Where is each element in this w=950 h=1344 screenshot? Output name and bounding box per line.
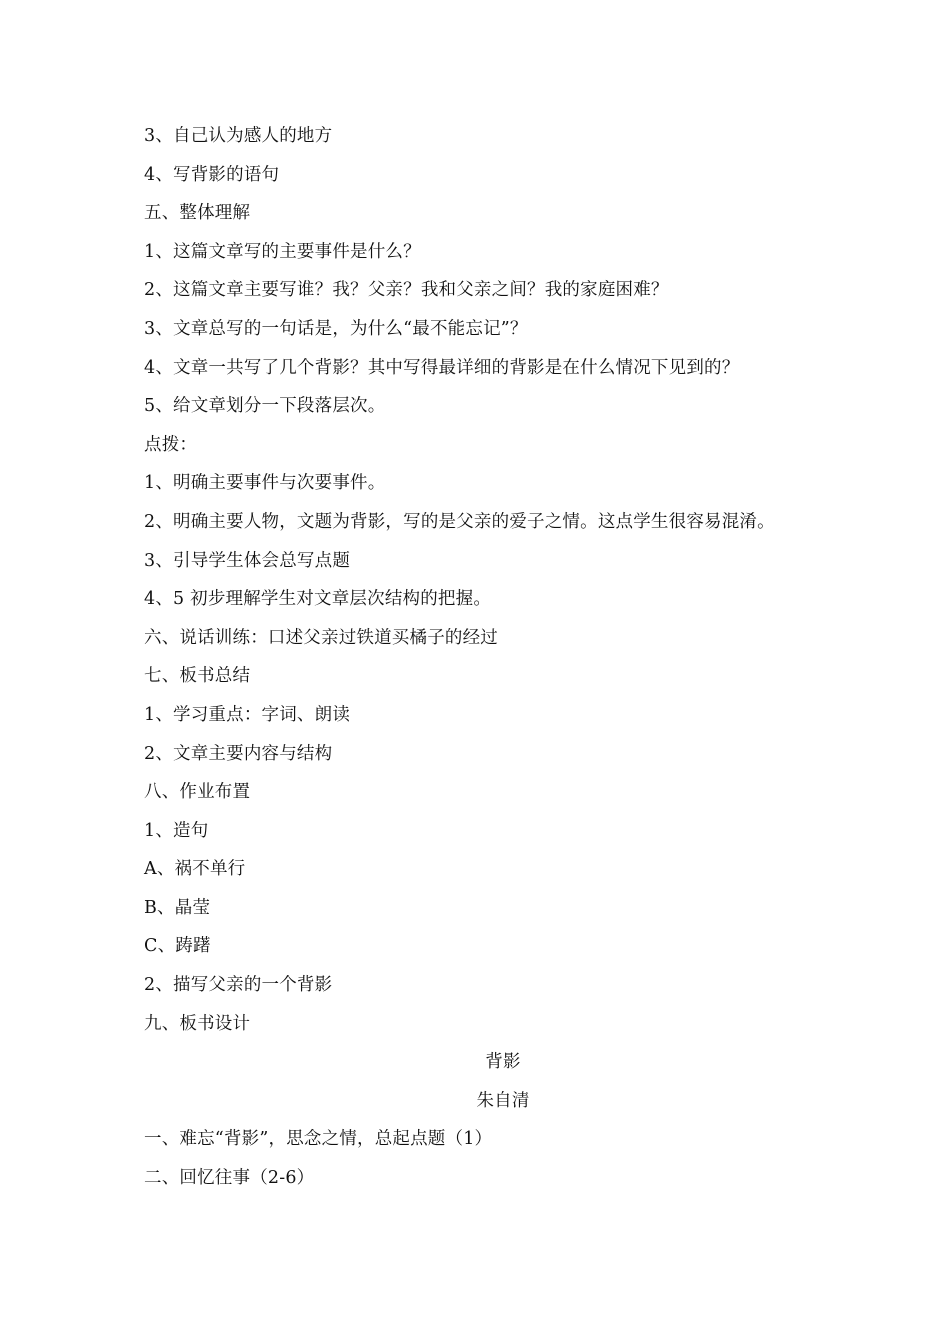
text-line: 一、难忘“背影”，思念之情，总起点题（1） bbox=[144, 1129, 493, 1150]
text-line: 2、文章主要内容与结构 bbox=[144, 743, 333, 764]
text-line: 3、自己认为感人的地方 bbox=[144, 126, 333, 146]
board-author: 朱自清 bbox=[476, 1090, 530, 1111]
text-line: 二、回忆往事（2-6） bbox=[144, 1168, 315, 1189]
text-line: 5、给文章划分一下段落层次。 bbox=[144, 396, 386, 417]
section-heading: 九、板书设计 bbox=[144, 1013, 251, 1034]
text-line: 1、这篇文章写的主要事件是什么？ bbox=[144, 241, 421, 262]
board-title: 背影 bbox=[485, 1052, 521, 1073]
text-line: 2、明确主要人物，文题为背影，写的是父亲的爱子之情。这点学生很容易混淆。 bbox=[144, 511, 775, 532]
section-heading: 五、整体理解 bbox=[144, 203, 251, 224]
text-line: 3、文章总写的一句话是，为什么“最不能忘记”？ bbox=[144, 318, 528, 339]
list-item: C、踌躇 bbox=[144, 936, 211, 957]
list-item: A、祸不单行 bbox=[144, 859, 246, 880]
document-body bbox=[144, 121, 844, 1202]
text-line: 4、文章一共写了几个背影？其中写得最详细的背影是在什么情况下见到的？ bbox=[144, 357, 740, 378]
section-heading: 六、说话训练：口述父亲过铁道买橘子的经过 bbox=[144, 627, 498, 648]
subheading: 点拨： bbox=[144, 434, 198, 455]
text-line: 2、这篇文章主要写谁？我？父亲？我和父亲之间？我的家庭困难？ bbox=[144, 280, 669, 301]
text-line: 1、造句 bbox=[144, 820, 209, 841]
text-line: 1、明确主要事件与次要事件。 bbox=[144, 473, 386, 494]
text-line: 1、学习重点：字词、朗读 bbox=[144, 704, 351, 725]
text-line: 4、5 初步理解学生对文章层次结构的把握。 bbox=[144, 589, 492, 610]
text-line: 4、写背影的语句 bbox=[144, 164, 280, 185]
list-item: B、晶莹 bbox=[144, 897, 211, 918]
section-heading: 八、作业布置 bbox=[144, 782, 251, 803]
section-heading: 七、板书总结 bbox=[144, 666, 251, 687]
text-line: 3、引导学生体会总写点题 bbox=[144, 550, 351, 571]
text-line: 2、描写父亲的一个背影 bbox=[144, 975, 333, 996]
